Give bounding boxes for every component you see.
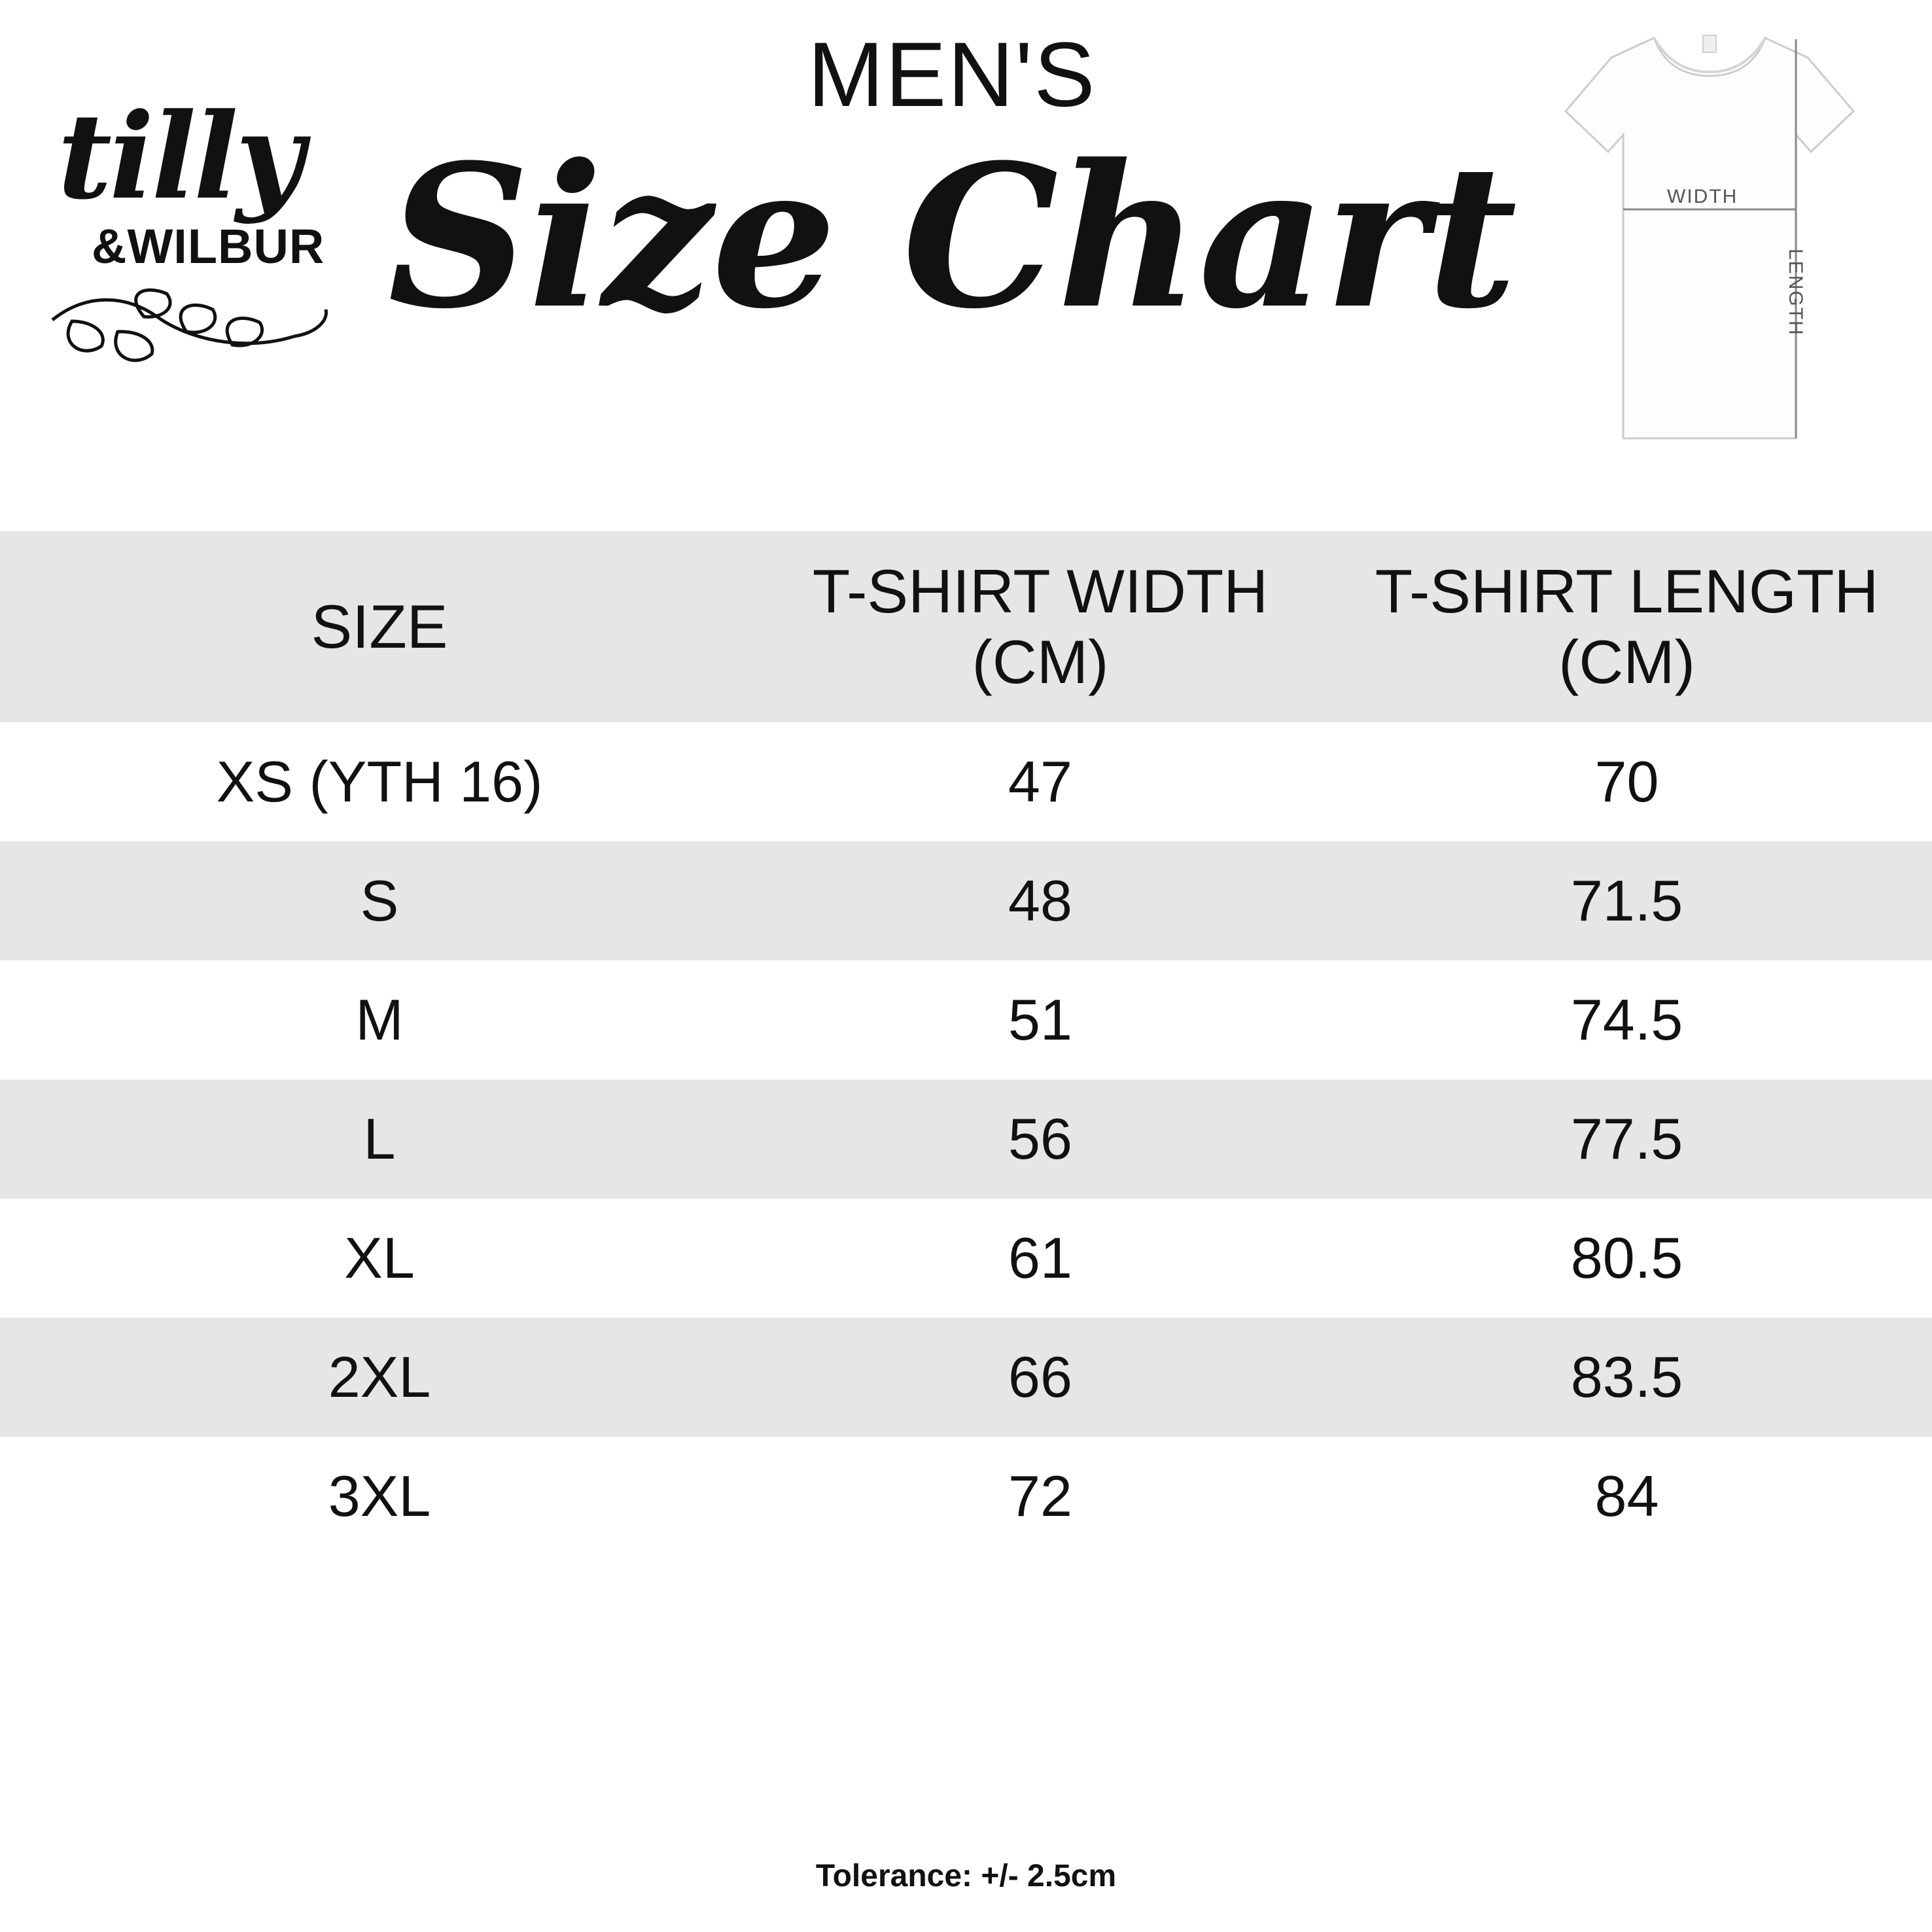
cell-length: 70 <box>1594 749 1659 814</box>
chart-header <box>0 0 1932 530</box>
cell-length: 83.5 <box>1570 1344 1683 1409</box>
cell-width: 72 <box>1008 1464 1072 1528</box>
cell-size: L <box>363 1106 396 1171</box>
column-header-width: T-SHIRT WIDTH (CM) <box>759 531 1322 722</box>
cell-width: 66 <box>1008 1344 1072 1409</box>
table-row <box>0 1437 1932 1556</box>
cell-size: XL <box>344 1225 415 1290</box>
table-header-row <box>0 531 1932 722</box>
leaf-flourish-icon <box>46 281 353 382</box>
table-row <box>0 722 1932 841</box>
tolerance-note: Tolerance: +/- 2.5cm <box>815 1859 1117 1893</box>
table-row <box>0 960 1932 1080</box>
page-title <box>340 23 1564 352</box>
table-row <box>0 1318 1932 1437</box>
cell-length: 80.5 <box>1570 1225 1683 1290</box>
cell-length: 77.5 <box>1570 1106 1683 1171</box>
size-chart-table <box>0 531 1932 1556</box>
cell-length: 74.5 <box>1570 987 1683 1052</box>
cell-width: 61 <box>1008 1225 1072 1290</box>
cell-length: 71.5 <box>1570 868 1683 933</box>
cell-width: 47 <box>1008 749 1072 814</box>
table-row <box>0 1199 1932 1318</box>
brand-logo <box>46 88 353 373</box>
cell-size: M <box>355 987 404 1052</box>
cell-width: 51 <box>1008 987 1072 1052</box>
width-label: WIDTH <box>1667 186 1738 207</box>
cell-width: 56 <box>1008 1106 1072 1171</box>
column-header-size: SIZE <box>0 531 759 722</box>
column-header-length: T-SHIRT LENGTH (CM) <box>1322 531 1932 722</box>
cell-width: 48 <box>1008 868 1072 933</box>
tshirt-measurement-diagram <box>1539 13 1880 465</box>
table-row <box>0 841 1932 960</box>
cell-size: S <box>360 868 399 933</box>
length-label: LENGTH <box>1785 249 1806 336</box>
title-main: Size Chart <box>387 121 1517 352</box>
cell-size: 2XL <box>328 1344 431 1409</box>
cell-size: XS (YTH 16) <box>216 749 543 814</box>
brand-name-script: tilly <box>58 88 302 226</box>
table-row <box>0 1080 1932 1199</box>
brand-name-sub: &WILBUR <box>92 219 325 273</box>
cell-size: 3XL <box>328 1464 431 1528</box>
title-top: MEN'S <box>807 23 1097 126</box>
cell-length: 84 <box>1594 1464 1659 1528</box>
